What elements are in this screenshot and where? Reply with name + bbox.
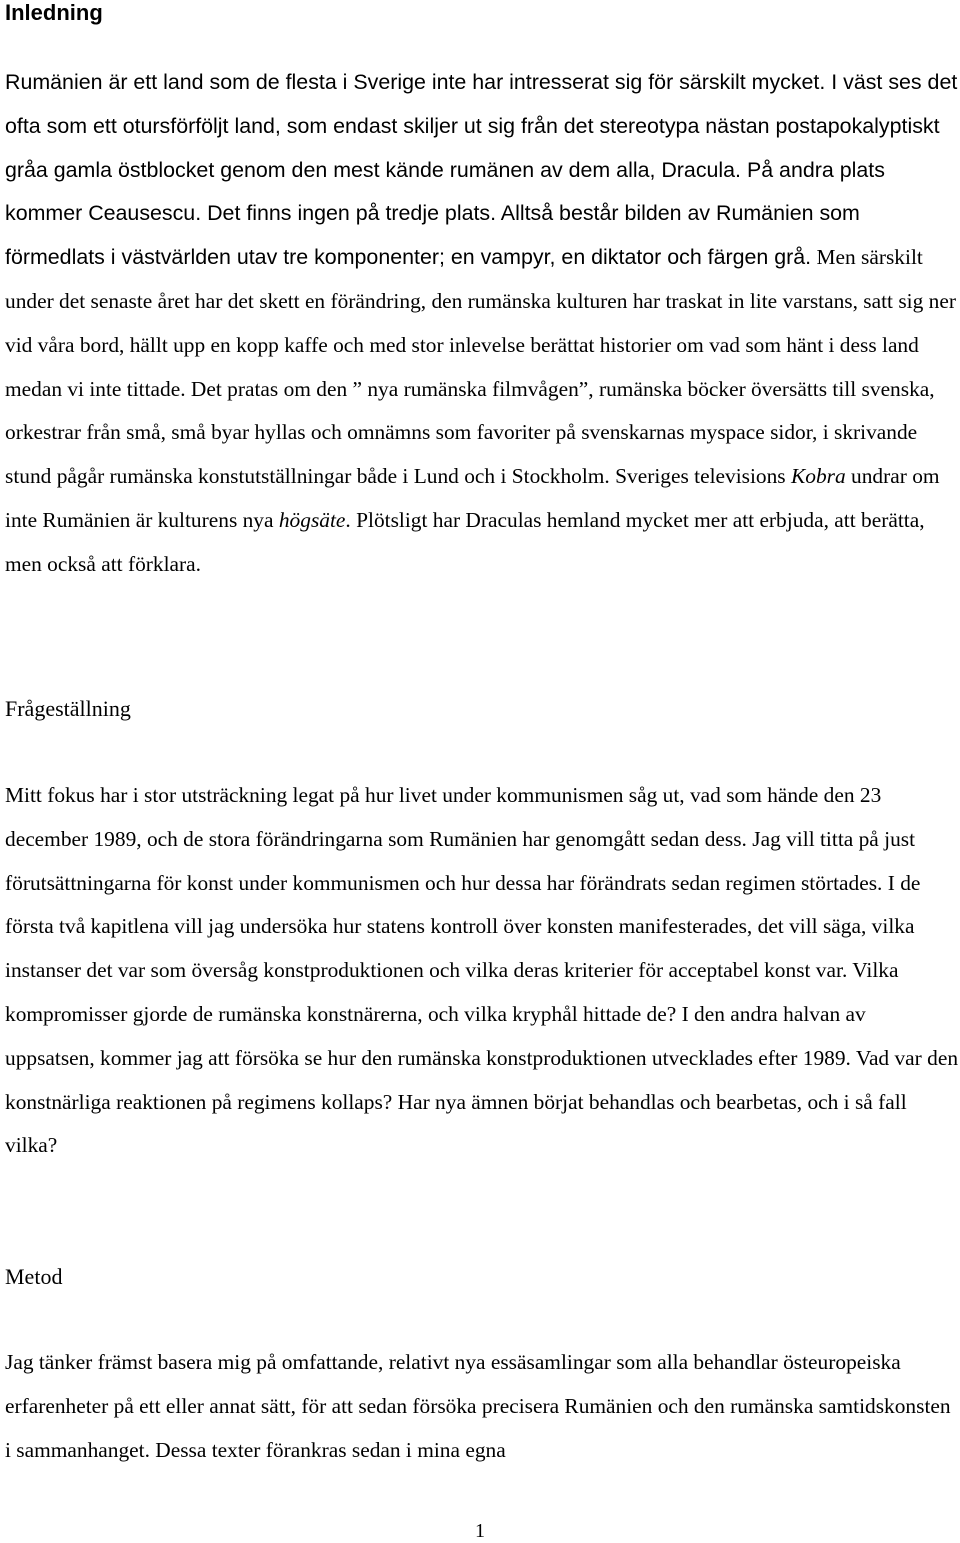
intro-text-serif-c: . Plötsligt har Draculas hemland mycket mer att erbjuda, att berätta, men också att förklara.: [5, 507, 925, 576]
intro-italic-hogsate: högsäte: [278, 507, 346, 532]
intro-paragraph: [5, 61, 960, 587]
intro-text-serif-b: undrar om inte Rumänien är kulturens nya: [5, 464, 940, 532]
section-heading-fragestallning: Frågeställning: [5, 696, 131, 721]
page-number: 1: [475, 1520, 485, 1542]
intro-italic-kobra: Kobra: [790, 464, 846, 489]
intro-text-serif-a: Men särskilt under det senaste året har det skett en förändring, den rumänska kulturen har traskat in lite varstans, satt sig ner vid våra bord, hällt upp en kopp kaffe och med stor inlevelse berättat historier om vad som hänt i dess land medan vi inte tittade. Det pratas om den ” nya rumänska filmvågen”, rumänska böcker översätts till svenska, orkestrar från små, små byar hyllas och omnämns som favoriter på svenskarnas myspace sidor, i skrivande stund pågår rumänska konstutställningar både i Lund och i Stockholm. Sveriges televisions: [5, 245, 956, 489]
fragestallning-paragraph: Mitt fokus har i stor utsträckning legat på hur livet under kommunismen såg ut, vad som hände den 23 december 1989, och de stora förändringarna som Rumänien har genomgått sedan dess. Jag vill titta på just förutsättningarna för konst under kommunismen och hur dessa har förändrats sedan regimen störtades. I de första två kapitlena vill jag undersöka hur statens kontroll över konsten manifesterades, det vill säga, vilka instanser det var som översåg konstproduktionen och vilka deras kriterier för acceptabel konst var. Vilka kompromisser gjorde de rumänska konstnärerna, och vilka kryphål hittade de? I den andra halvan av uppsatsen, kommer jag att försöka se hur den rumänska konstproduktionen utvecklades efter 1989. Vad var den konstnärliga reaktionen på regimens kollaps? Har nya ämnen börjat behandlas och bearbetas, och i så fall vilka?: [5, 783, 959, 1158]
intro-text-sans: Rumänien är ett land som de flesta i Sverige inte har intresserat sig för särskilt mycket. I väst ses det ofta som ett otursförföljt land, som endast skiljer ut sig från det stereotypa nästan postapokalyptiskt gråa gamla östblocket genom den mest kände rumänen av dem alla, Dracula. På andra plats kommer Ceausescu. Det finns ingen på tredje plats. Alltså består bilden av Rumänien som förmedlats i västvärlden utav tre komponenter; en vampyr, en diktator och färgen grå.: [5, 70, 958, 270]
section-heading-metod: Metod: [5, 1264, 63, 1289]
page-title: Inledning: [5, 0, 103, 25]
metod-paragraph: Jag tänker främst basera mig på omfattande, relativt nya essäsamlingar som alla behandlar östeuropeiska erfarenheter på ett eller annat sätt, för att sedan försöka precisera Rumänien och den rumänska samtidskonsten i sammanhanget. Dessa texter förankras sedan i mina egna: [5, 1350, 951, 1462]
